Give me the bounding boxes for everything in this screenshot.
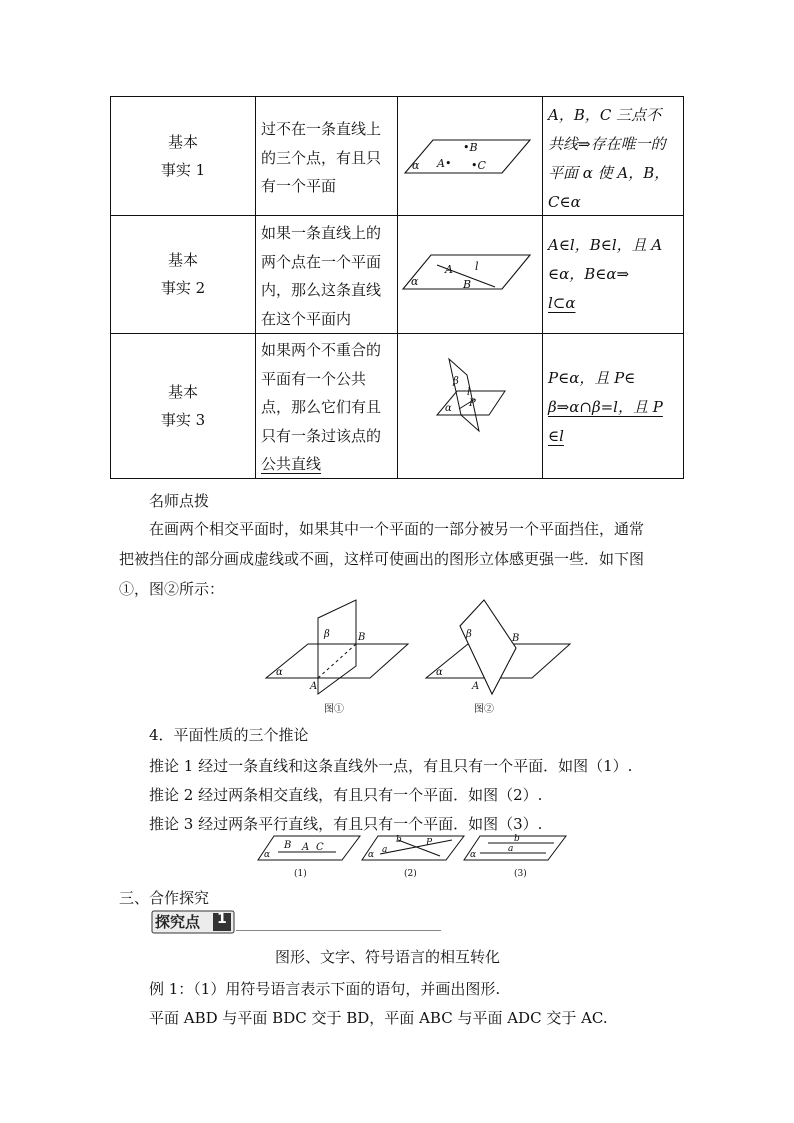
content-line: 点，那么它们有且	[261, 398, 382, 416]
tip-line: 把被挡住的部分画成虚线或不画，这样可使画出的图形立体感更强一些．如下图	[119, 550, 645, 568]
axioms-table	[110, 96, 684, 479]
table-row-1-symbol	[542, 97, 685, 215]
row-name-line: 基本	[167, 382, 198, 401]
plane-alpha-label: α	[470, 850, 477, 860]
example-1-statement: 平面 ABD 与平面 BDC 交于 BD，平面 ABC 与平面 ADC 交于 AC.	[149, 1009, 608, 1027]
figure-1-intersecting-planes	[260, 594, 420, 718]
symbol-line: P∈α，且 P∈	[548, 369, 636, 387]
plane-alpha-label: α	[411, 275, 419, 288]
corollary-figure-1	[256, 832, 366, 880]
badge-number: 1	[217, 911, 227, 927]
symbol-line: C∈α	[548, 193, 581, 211]
figure-caption: (1)	[294, 869, 307, 879]
plane-beta-label: β	[466, 629, 472, 640]
point-a-label: A•	[437, 157, 452, 170]
plane-three-points-figure	[397, 97, 542, 215]
tip-line: ①，图②所示：	[119, 580, 225, 598]
symbol-line: 平面 α 使 A，B，	[548, 164, 670, 182]
content-line: 只有一条过该点的	[261, 426, 382, 445]
point-c-label: C	[316, 842, 324, 853]
content-line: 在这个平面内	[261, 309, 352, 328]
content-line: 公共直线	[261, 455, 322, 473]
symbol-line: ∈α，B∈α⇒	[548, 265, 630, 283]
line-a-label: a	[508, 844, 514, 854]
row-name-line: 基本	[167, 251, 198, 269]
figure-caption: 图①	[324, 704, 344, 715]
example-1-line: 例 1：（1）用符号语言表示下面的语句，并画出图形.	[149, 980, 501, 998]
table-row-1-name	[111, 97, 255, 215]
line-l-label: l	[475, 260, 479, 273]
badge-underline	[236, 930, 441, 931]
point-a-label: A	[472, 681, 480, 692]
topic-title: 图形、文字、符号语言的相互转化	[275, 948, 501, 966]
figure-caption: (3)	[514, 869, 527, 879]
point-p-label: P	[426, 838, 433, 848]
line-b-label: b	[396, 835, 402, 845]
tip-heading: 名师点拨	[149, 492, 210, 510]
table-row-2-content	[255, 215, 397, 333]
plane-alpha-label: α	[436, 667, 443, 678]
plane-alpha-label: α	[445, 403, 452, 414]
point-a-label: A	[310, 681, 318, 692]
content-line: 平面有一个公共	[261, 369, 367, 388]
table-row-2-name	[111, 215, 255, 333]
corollary-figure-2	[360, 832, 470, 880]
corollary-2: 推论 2 经过两条相交直线，有且只有一个平面．如图（2）.	[149, 786, 543, 804]
row-name-line: 事实 2	[160, 279, 206, 297]
plane-alpha-label: α	[276, 667, 283, 678]
point-b-label: B	[358, 632, 366, 643]
content-line: 的三个点，有且只	[261, 148, 382, 167]
symbol-line: A，B，C 三点不	[548, 106, 662, 124]
row-name-line: 事实 1	[160, 161, 206, 179]
table-row-1-figure	[397, 97, 542, 215]
explore-point-badge	[151, 909, 237, 933]
line-b-label: b	[514, 834, 520, 844]
table-row-3-content	[255, 333, 397, 478]
intersecting-planes-figure	[397, 333, 542, 478]
line-in-plane-figure	[397, 215, 542, 333]
content-line: 过不在一条直线上	[261, 120, 382, 138]
symbol-line: β⇒α∩β=l，且 P	[548, 398, 663, 416]
figure-2-intersecting-planes	[420, 594, 580, 718]
line-a-label: a	[382, 845, 388, 855]
point-b-label: B	[512, 633, 520, 644]
plane-alpha-label: α	[264, 850, 271, 860]
table-row-2-symbol	[542, 215, 685, 333]
symbol-line: ∈l	[548, 427, 564, 445]
point-b-label: •B	[463, 141, 478, 154]
badge-text: 探究点	[155, 913, 201, 931]
symbol-line: A∈l，B∈l，且 A	[548, 236, 663, 254]
section-3-heading: 三、合作探究	[119, 889, 210, 907]
point-p-label: P	[469, 398, 476, 409]
corollary-figure-3	[462, 832, 572, 880]
row-name-line: 事实 3	[160, 410, 206, 429]
corollary-3: 推论 3 经过两条平行直线，有且只有一个平面．如图（3）.	[149, 815, 543, 833]
point-c-label: •C	[471, 159, 486, 172]
row-name-line: 基本	[167, 133, 198, 151]
line-l-label: l	[467, 387, 471, 398]
point-b-label: B	[284, 840, 292, 851]
symbol-line: l⊂α	[548, 294, 576, 312]
figure-caption: (2)	[404, 869, 417, 879]
point-b-label: B	[463, 278, 472, 291]
section-4-heading: 4．平面性质的三个推论	[149, 726, 309, 744]
symbol-line: 共线⇒存在唯一的	[548, 135, 666, 153]
corollary-1: 推论 1 经过一条直线和这条直线外一点，有且只有一个平面．如图（1）.	[149, 757, 633, 775]
point-a-label: A	[445, 263, 453, 276]
table-row-3-symbol	[542, 333, 685, 478]
table-row-3-figure	[397, 333, 542, 478]
plane-beta-label: β	[453, 376, 459, 387]
table-row-3-name	[111, 333, 255, 478]
content-line: 如果两个不重合的	[261, 341, 382, 359]
content-line: 有一个平面	[261, 177, 337, 195]
content-line: 两个点在一个平面	[261, 252, 382, 271]
table-row-1-content	[255, 97, 397, 215]
plane-beta-label: β	[324, 629, 330, 640]
figure-caption: 图②	[474, 704, 494, 715]
content-line: 内，那么这条直线	[261, 281, 382, 299]
tip-line: 在画两个相交平面时，如果其中一个平面的一部分被另一个平面挡住，通常	[149, 520, 645, 538]
plane-alpha-label: α	[368, 850, 375, 860]
plane-alpha-label: α	[412, 159, 420, 172]
table-row-2-figure	[397, 215, 542, 333]
point-a-label: A	[302, 842, 310, 853]
content-line: 如果一条直线上的	[261, 224, 382, 242]
